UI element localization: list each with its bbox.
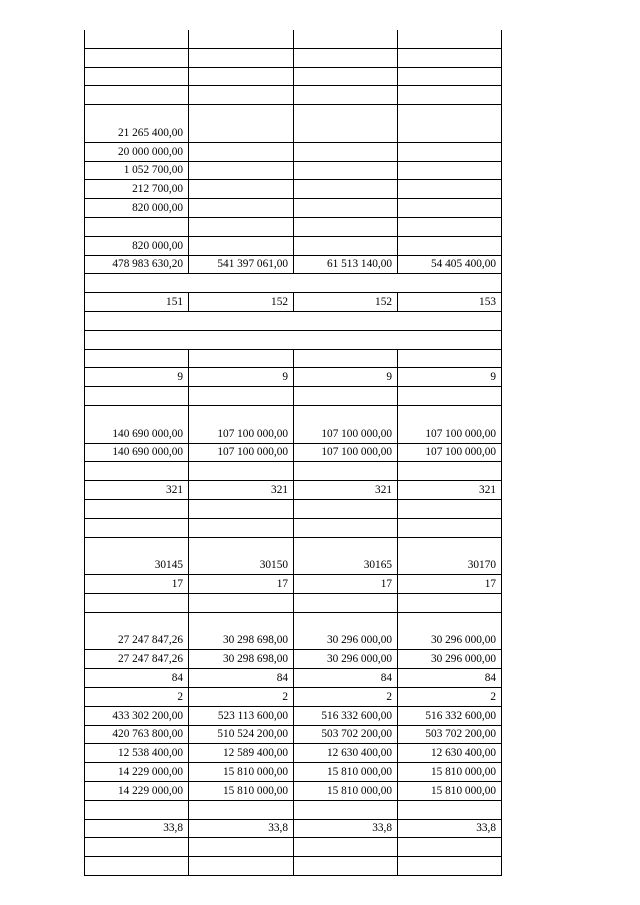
spreadsheet-table bbox=[84, 30, 502, 876]
table-cell: 516 332 600,00 bbox=[321, 710, 392, 722]
table-cell: 17 bbox=[276, 578, 288, 590]
table-cell: 20 000 000,00 bbox=[118, 146, 183, 158]
table-cell: 84 bbox=[276, 672, 288, 684]
table-cell bbox=[293, 30, 397, 48]
table-cell: 1 052 700,00 bbox=[123, 164, 183, 176]
table-cell: 820 000,00 bbox=[132, 240, 183, 252]
table-cell: 503 702 200,00 bbox=[425, 728, 496, 740]
table-cell bbox=[293, 857, 397, 875]
table-cell bbox=[188, 331, 293, 349]
grid-line bbox=[397, 349, 398, 876]
table-cell: 820 000,00 bbox=[132, 202, 183, 214]
table-cell bbox=[84, 350, 188, 367]
table-cell: 15 810 000,00 bbox=[223, 785, 288, 797]
table-cell bbox=[293, 801, 397, 819]
table-cell: 2 bbox=[282, 691, 288, 703]
table-cell bbox=[397, 462, 501, 480]
table-cell: 15 810 000,00 bbox=[431, 766, 496, 778]
table-cell bbox=[84, 49, 188, 67]
table-cell: 321 bbox=[479, 484, 496, 496]
table-cell: 14 229 000,00 bbox=[118, 766, 183, 778]
table-cell bbox=[397, 613, 501, 632]
table-cell: 30150 bbox=[259, 559, 288, 571]
table-cell bbox=[293, 406, 397, 425]
table-cell: 9 bbox=[386, 371, 392, 383]
table-cell bbox=[397, 801, 501, 819]
table-cell bbox=[84, 312, 188, 330]
table-cell bbox=[397, 331, 501, 349]
table-cell bbox=[293, 312, 397, 330]
table-cell: 84 bbox=[484, 672, 496, 684]
table-cell bbox=[397, 199, 501, 217]
table-cell bbox=[397, 162, 501, 179]
table-cell: 152 bbox=[375, 296, 392, 308]
table-cell: 84 bbox=[380, 672, 392, 684]
table-cell: 17 bbox=[171, 578, 183, 590]
table-cell bbox=[84, 68, 188, 85]
table-cell bbox=[293, 519, 397, 537]
table-cell bbox=[84, 613, 188, 632]
table-cell bbox=[293, 124, 397, 142]
table-cell bbox=[188, 538, 293, 556]
table-cell bbox=[397, 857, 501, 875]
grid-line bbox=[188, 349, 189, 876]
table-cell: 151 bbox=[166, 296, 183, 308]
table-cell bbox=[293, 218, 397, 236]
table-cell bbox=[188, 500, 293, 518]
table-cell: 321 bbox=[375, 484, 392, 496]
table-cell bbox=[397, 68, 501, 85]
table-cell bbox=[293, 162, 397, 179]
grid-line bbox=[293, 349, 294, 876]
table-cell bbox=[84, 387, 188, 405]
table-cell: 12 589 400,00 bbox=[223, 747, 288, 759]
table-cell: 516 332 600,00 bbox=[425, 710, 496, 722]
table-cell bbox=[188, 274, 293, 292]
table-cell: 15 810 000,00 bbox=[327, 785, 392, 797]
table-cell: 107 100 000,00 bbox=[425, 428, 496, 440]
table-row bbox=[84, 331, 502, 350]
table-cell: 33,8 bbox=[268, 822, 288, 834]
table-cell: 153 bbox=[479, 296, 496, 308]
table-cell bbox=[293, 500, 397, 518]
grid-line bbox=[84, 30, 85, 876]
table-cell: 433 302 200,00 bbox=[112, 710, 183, 722]
table-cell: 14 229 000,00 bbox=[118, 785, 183, 797]
table-cell: 107 100 000,00 bbox=[217, 428, 288, 440]
grid-line bbox=[293, 30, 294, 274]
table-cell bbox=[188, 199, 293, 217]
table-cell: 27 247 847,26 bbox=[118, 634, 183, 646]
table-cell bbox=[188, 30, 293, 48]
table-cell: 420 763 800,00 bbox=[112, 728, 183, 740]
table-cell bbox=[84, 331, 188, 349]
table-cell bbox=[397, 124, 501, 142]
grid-line bbox=[397, 292, 398, 312]
table-cell bbox=[84, 538, 188, 556]
table-cell bbox=[293, 180, 397, 198]
grid-line bbox=[501, 30, 502, 876]
table-cell bbox=[397, 143, 501, 161]
table-cell bbox=[397, 350, 501, 367]
grid-line bbox=[397, 30, 398, 274]
table-cell: 61 513 140,00 bbox=[327, 258, 392, 270]
table-cell: 15 810 000,00 bbox=[431, 785, 496, 797]
grid-line bbox=[188, 30, 189, 274]
table-cell: 30 298 698,00 bbox=[223, 653, 288, 665]
table-cell: 2 bbox=[386, 691, 392, 703]
table-cell: 107 100 000,00 bbox=[217, 446, 288, 458]
table-cell: 33,8 bbox=[163, 822, 183, 834]
grid-line bbox=[188, 292, 189, 312]
table-cell bbox=[188, 350, 293, 367]
table-cell bbox=[293, 68, 397, 85]
table-row bbox=[84, 312, 502, 331]
table-cell bbox=[84, 105, 188, 124]
table-cell bbox=[293, 143, 397, 161]
table-cell: 30 296 000,00 bbox=[327, 653, 392, 665]
table-cell: 21 265 400,00 bbox=[118, 127, 183, 139]
table-cell: 17 bbox=[484, 578, 496, 590]
table-cell bbox=[84, 406, 188, 425]
table-cell: 140 690 000,00 bbox=[112, 446, 183, 458]
table-cell: 30170 bbox=[467, 559, 496, 571]
table-cell: 9 bbox=[177, 371, 183, 383]
table-cell: 212 700,00 bbox=[132, 183, 183, 195]
table-cell bbox=[84, 838, 188, 856]
table-cell bbox=[397, 30, 501, 48]
table-cell: 503 702 200,00 bbox=[321, 728, 392, 740]
table-cell: 9 bbox=[282, 371, 288, 383]
grid-line bbox=[293, 292, 294, 312]
table-cell: 27 247 847,26 bbox=[118, 653, 183, 665]
table-cell: 33,8 bbox=[476, 822, 496, 834]
table-cell: 107 100 000,00 bbox=[321, 446, 392, 458]
table-cell bbox=[397, 500, 501, 518]
table-cell bbox=[188, 613, 293, 632]
table-cell: 478 983 630,20 bbox=[112, 258, 183, 270]
table-cell: 30165 bbox=[363, 559, 392, 571]
table-cell bbox=[293, 350, 397, 367]
table-row bbox=[84, 274, 502, 293]
table-cell bbox=[188, 180, 293, 198]
table-cell bbox=[397, 538, 501, 556]
table-cell bbox=[188, 237, 293, 255]
table-cell bbox=[84, 594, 188, 612]
table-cell: 2 bbox=[490, 691, 496, 703]
table-cell bbox=[188, 838, 293, 856]
table-cell bbox=[188, 857, 293, 875]
table-cell: 9 bbox=[490, 371, 496, 383]
table-cell: 30 298 698,00 bbox=[223, 634, 288, 646]
table-cell: 2 bbox=[177, 691, 183, 703]
grid-line bbox=[188, 330, 189, 331]
table-cell bbox=[293, 613, 397, 632]
table-cell bbox=[188, 143, 293, 161]
table-cell bbox=[84, 218, 188, 236]
table-cell bbox=[293, 387, 397, 405]
table-cell bbox=[397, 594, 501, 612]
table-cell bbox=[84, 801, 188, 819]
table-cell bbox=[84, 500, 188, 518]
table-cell bbox=[293, 237, 397, 255]
table-cell bbox=[293, 86, 397, 104]
table-cell bbox=[188, 406, 293, 425]
table-cell: 321 bbox=[271, 484, 288, 496]
table-cell bbox=[293, 838, 397, 856]
table-cell bbox=[293, 274, 397, 292]
table-cell: 12 538 400,00 bbox=[118, 747, 183, 759]
table-cell: 321 bbox=[166, 484, 183, 496]
table-cell: 107 100 000,00 bbox=[425, 446, 496, 458]
table-cell: 541 397 061,00 bbox=[217, 258, 288, 270]
table-cell bbox=[397, 519, 501, 537]
table-cell bbox=[293, 105, 397, 124]
table-cell bbox=[84, 519, 188, 537]
grid-line bbox=[397, 330, 398, 331]
table-cell bbox=[188, 462, 293, 480]
table-cell bbox=[188, 594, 293, 612]
table-cell: 30145 bbox=[154, 559, 183, 571]
table-cell: 15 810 000,00 bbox=[327, 766, 392, 778]
table-cell bbox=[188, 312, 293, 330]
table-cell bbox=[397, 274, 501, 292]
table-cell bbox=[188, 105, 293, 124]
table-cell: 17 bbox=[380, 578, 392, 590]
table-cell: 30 296 000,00 bbox=[327, 634, 392, 646]
table-cell bbox=[188, 218, 293, 236]
table-cell bbox=[397, 387, 501, 405]
table-cell bbox=[397, 237, 501, 255]
table-cell: 12 630 400,00 bbox=[431, 747, 496, 759]
table-cell: 140 690 000,00 bbox=[112, 428, 183, 440]
table-cell bbox=[293, 538, 397, 556]
table-cell bbox=[84, 30, 188, 48]
table-cell bbox=[397, 180, 501, 198]
table-cell bbox=[188, 387, 293, 405]
table-cell: 84 bbox=[171, 672, 183, 684]
table-cell bbox=[188, 68, 293, 85]
table-cell: 152 bbox=[271, 296, 288, 308]
table-cell bbox=[293, 594, 397, 612]
table-cell bbox=[188, 86, 293, 104]
table-cell: 107 100 000,00 bbox=[321, 428, 392, 440]
table-cell bbox=[84, 274, 188, 292]
table-cell: 523 113 600,00 bbox=[217, 710, 288, 722]
table-cell: 33,8 bbox=[372, 822, 392, 834]
table-cell: 54 405 400,00 bbox=[431, 258, 496, 270]
table-cell bbox=[84, 857, 188, 875]
table-cell bbox=[397, 86, 501, 104]
table-cell bbox=[397, 406, 501, 425]
table-cell bbox=[188, 519, 293, 537]
table-cell bbox=[397, 49, 501, 67]
table-cell bbox=[84, 462, 188, 480]
table-cell bbox=[84, 86, 188, 104]
table-cell bbox=[397, 218, 501, 236]
grid-line bbox=[293, 330, 294, 331]
table-cell: 510 524 200,00 bbox=[217, 728, 288, 740]
table-cell bbox=[188, 124, 293, 142]
table-cell bbox=[293, 49, 397, 67]
table-cell bbox=[293, 331, 397, 349]
table-cell bbox=[293, 199, 397, 217]
table-cell bbox=[397, 312, 501, 330]
table-cell bbox=[188, 162, 293, 179]
table-cell: 12 630 400,00 bbox=[327, 747, 392, 759]
table-cell bbox=[397, 105, 501, 124]
table-cell: 30 296 000,00 bbox=[431, 634, 496, 646]
table-cell bbox=[397, 838, 501, 856]
table-cell bbox=[293, 462, 397, 480]
table-cell: 30 296 000,00 bbox=[431, 653, 496, 665]
table-cell bbox=[188, 801, 293, 819]
table-cell bbox=[188, 49, 293, 67]
table-cell: 15 810 000,00 bbox=[223, 766, 288, 778]
